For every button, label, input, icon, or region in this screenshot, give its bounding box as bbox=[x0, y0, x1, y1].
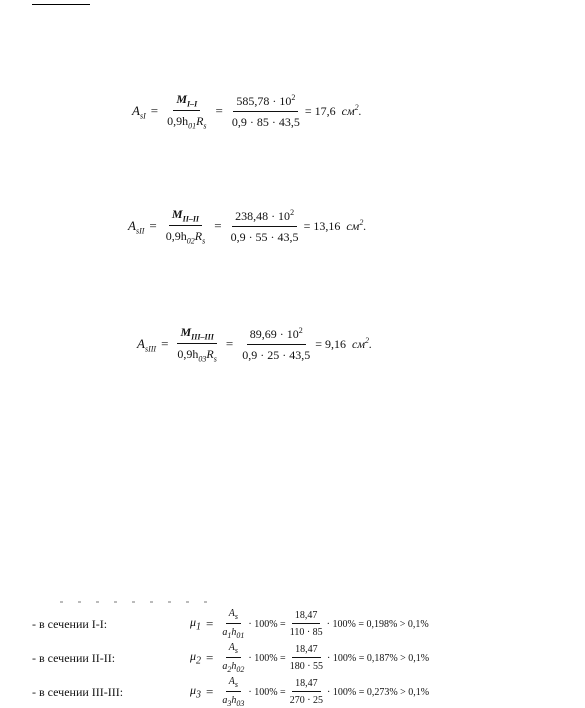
equals-sign: = bbox=[206, 684, 214, 699]
ratio-row-iii bbox=[32, 676, 429, 708]
unit: $см^2$. bbox=[352, 336, 372, 352]
ratio-row-i bbox=[32, 608, 429, 640]
mu-symbol: $\mu_1$ bbox=[190, 615, 202, 633]
section-label: - в сечении I-I: bbox=[32, 616, 108, 631]
equals-sign: = bbox=[214, 218, 222, 234]
top-rule bbox=[32, 4, 90, 5]
moment-fraction: $\frac{M_{II-II}}{0,9h_{02}R_s}$ bbox=[165, 207, 206, 246]
formula-as-ii bbox=[128, 207, 366, 246]
formula-as-i bbox=[132, 92, 362, 131]
value-fraction: $\frac{585,78 \cdot 10^2}{0,9 \cdot 85 \cdot 43,5}$ bbox=[231, 92, 300, 129]
formula-as-iii bbox=[137, 325, 372, 364]
ratio-result: · 100% = 0,187% > 0,1% bbox=[327, 652, 430, 664]
faint-dotted-line bbox=[60, 601, 210, 603]
ratio-result: · 100% = 0,273% > 0,1% bbox=[327, 686, 430, 698]
result-value: = 17,6 bbox=[304, 103, 336, 118]
section-label: - в сечении III-III: bbox=[32, 684, 124, 699]
result-value: = 9,16 bbox=[315, 336, 346, 351]
ratio-result: · 100% = 0,198% > 0,1% bbox=[326, 618, 429, 630]
value-fraction: $\frac{89,69 \cdot 10^2}{0,9 \cdot 25 \cdot 43,5}$ bbox=[242, 325, 311, 362]
numeric-fraction: $\frac{18,47}{110 \cdot 85}$ bbox=[289, 610, 323, 638]
equals-sign: = bbox=[161, 336, 169, 352]
ratio-row-ii bbox=[32, 642, 429, 674]
numeric-fraction: $\frac{18,47}{270 \cdot 25}$ bbox=[289, 678, 324, 706]
lhs-symbol: $A_{sI}$ bbox=[132, 102, 146, 121]
value-fraction: $\frac{238,48 \cdot 10^2}{0,9 \cdot 55 \cdot 43,5}$ bbox=[230, 207, 299, 244]
unit: $см^2$. bbox=[341, 103, 362, 119]
mu-symbol: $\mu_3$ bbox=[190, 683, 202, 701]
equals-sign: = bbox=[150, 103, 159, 119]
equals-sign: = bbox=[215, 103, 223, 119]
moment-fraction: $\frac{M_{III-III}}{0,9h_{03}R_s}$ bbox=[177, 325, 217, 364]
result-value: = 13,16 bbox=[303, 218, 341, 233]
lhs-symbol: $A_{sIII}$ bbox=[137, 335, 157, 354]
equals-sign: = bbox=[225, 336, 234, 352]
mu-symbol: $\mu_2$ bbox=[190, 649, 202, 667]
lhs-symbol: $A_{sII}$ bbox=[128, 217, 145, 236]
equals-sign: = bbox=[206, 650, 214, 665]
equals-sign: = bbox=[206, 616, 214, 631]
mid-text: · 100% = bbox=[248, 618, 286, 630]
mid-text: · 100% = bbox=[248, 652, 286, 664]
unit: $см^2$. bbox=[346, 218, 367, 234]
symbolic-fraction: $\frac{A_s}{a_1h_{01}}$ bbox=[222, 608, 245, 640]
numeric-fraction: $\frac{18,47}{180 \cdot 55}$ bbox=[289, 644, 324, 672]
mid-text: · 100% = bbox=[248, 686, 286, 698]
symbolic-fraction: $\frac{A_s}{a_2h_{02}}$ bbox=[222, 642, 245, 674]
section-label: - в сечении II-II: bbox=[32, 650, 116, 665]
symbolic-fraction: $\frac{A_s}{a_3h_{03}}$ bbox=[222, 676, 245, 708]
moment-fraction: $\frac{M_{I-I}}{0,9h_{01}R_s}$ bbox=[167, 92, 207, 131]
equals-sign: = bbox=[149, 218, 157, 234]
